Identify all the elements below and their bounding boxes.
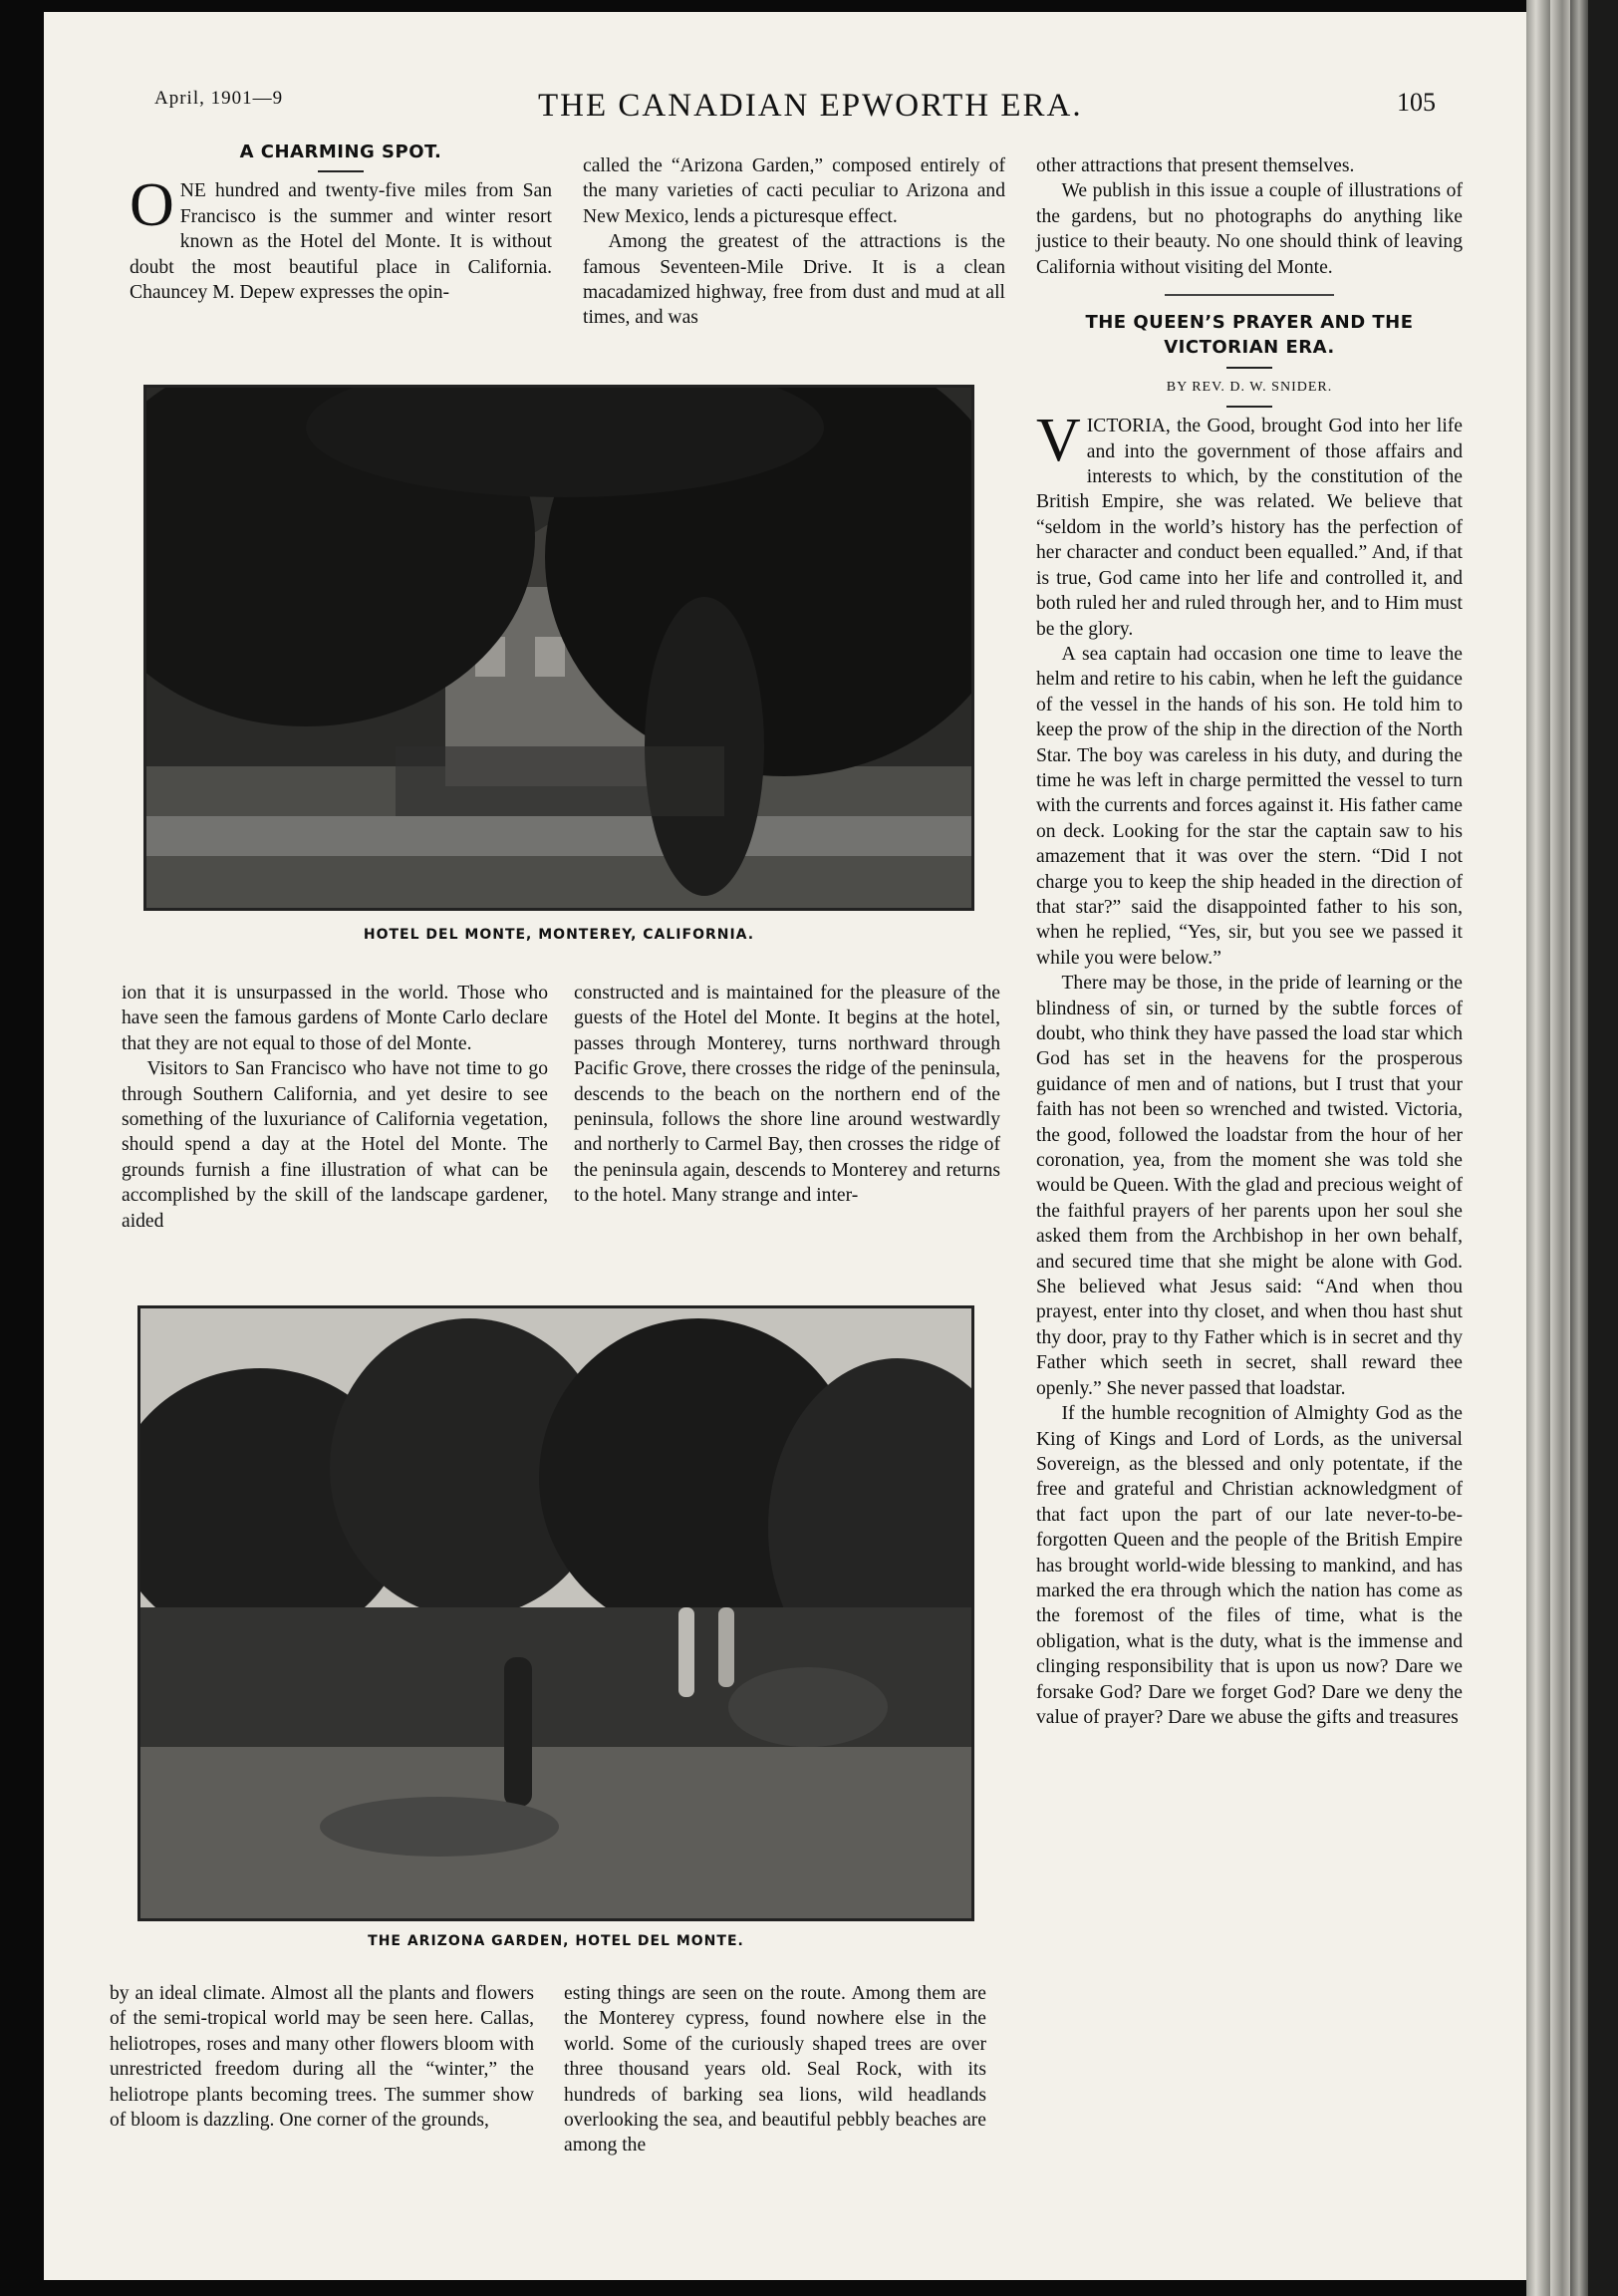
issue-date: April, 1901—9 xyxy=(154,88,284,109)
page-number: 105 xyxy=(1397,88,1436,117)
article1-col2-middle xyxy=(574,981,1000,1209)
article1-col2-bottom xyxy=(564,1981,986,2158)
hotel-photo-caption: HOTEL DEL MONTE, MONTEREY, CALIFORNIA. xyxy=(363,927,755,943)
dropcap: V xyxy=(1036,407,1081,475)
article1-paragraph-1 xyxy=(130,171,552,305)
paragraph-text: NE hundred and twenty-five miles from San Francisco is the summer and winter resort known as the Hotel del Monte. It is without doubt the most beautiful place in California. Chauncey M. Depew expresses the opin- xyxy=(130,180,552,304)
article2-paragraph-4: If the humble recognition of Almighty God as the King of Kings and Lord of Lords, as the universal Sovereign, as the blessed and only potentate, if the free and grateful and Christian acknowledgment of that fact upon the part of our late never-to-be-forgotten Queen and the people of the British Empire has brought world-wide blessing to mankind, and has marked the era through which the nation has come as the foremost of the files of time, what is the obligation, what is the duty, what is the immense and clinging responsibility that is upon us now? Dare we forsake God? Dare we forget God? Dare we deny the value of prayer? Dare we abuse the gifts and treasures xyxy=(1036,1403,1463,1728)
article1-paragraph-2-cont: by an ideal climate. Almost all the plants and flowers of the semi-tropical world may be seen here. Callas, heliotropes, roses and many other flowers bloom with unrestricted freedom during all the “winter,” the heliotrope plants becoming trees. The summer show of bloom is dazzling. One corner of the grounds, xyxy=(110,1983,534,2132)
article2-column xyxy=(1036,153,1463,1730)
paragraph-text: ICTORIA, the Good, brought God into her life and into the government of those affairs and interests to which, by the constitution of the British Empire, she was related. We believe that “seldom in the world’s history has the perfection of her character and conduct been equalled.” And, if that is true, God came into her life and controlled it, and both ruled her and ruled through her, and to Him must be the glory. xyxy=(1036,416,1463,640)
page-edge xyxy=(1570,0,1588,2296)
hotel-photo-image xyxy=(146,388,971,908)
article2-paragraph-1 xyxy=(1036,407,1463,642)
article1-col1-top xyxy=(130,140,552,305)
section-divider xyxy=(1165,294,1334,296)
hotel-photo xyxy=(143,385,974,911)
title-rule xyxy=(1226,367,1272,369)
article2-paragraph-3: There may be those, in the pride of learning or the blindness of sin, or turned by the subtle forces of doubt, who think they have passed the load star which God has set in the heavens for the prosperous guidance of men and of nations, but I trust that your faith has not been so wrenched and twisted. Victoria, the good, followed the loadstar from the hour of her coronation, yea, from the moment she was told she would be Queen. With the glad and precious weight of the faithful prayers of her parents upon her soul she asked them from the Archbishop in her own behalf, and secured time that she might be alone with God. She believed what Jesus said: “And when thou prayest, enter into thy closet, and when thou hast shut thy door, pray to thy Father which is in secret and thy Father which seeth in secret, shall reward thee openly.” She never passed that loadstar. xyxy=(1036,973,1463,1399)
arizona-garden-caption: THE ARIZONA GARDEN, HOTEL DEL MONTE. xyxy=(368,1933,744,1949)
page-edge xyxy=(1526,0,1550,2296)
title-rule xyxy=(318,170,364,172)
article1-col2-mid-text: constructed and is maintained for the pleasure of the guests of the Hotel del Monte. It begins at the hotel, passes through Monterey, turns northward through Pacific Grove, there crosses the ridge of the peninsula, descends to the beach on the northern end of the peninsula, follows the shore line around westwardly and northerly to Carmel Bay, then crosses the ridge of the peninsula again, descends to Monterey and returns to the hotel. Many strange and inter- xyxy=(574,983,1000,1207)
article1-col2-text: called the “Arizona Garden,” composed entirely of the many varieties of cacti peculiar to Arizona and New Mexico, lends a picturesque effect. xyxy=(583,155,1005,227)
page-edge xyxy=(1550,0,1570,2296)
article1-col3-text: other attractions that present themselves. xyxy=(1036,155,1355,176)
article2-paragraph-2: A sea captain had occasion one time to leave the helm and retire to his cabin, when he left the guidance of the vessel in the hands of his son. He told him to keep the prow of the ship in the direction of the North Star. The boy was careless in his duty, and during the time he was left in charge permitted the vessel to turn with the currents and forces against it. His father came on deck. Looking for the star the captain saw to his amazement that it was over the stern. “Did I not charge you to keep the ship headed in the direction of that star?” said the disappointed father to his son, when he replied, “Yes, sir, but you see we passed it while you were below.” xyxy=(1036,643,1463,969)
article1-title: A CHARMING SPOT. xyxy=(239,142,442,162)
article1-closing-paragraph: We publish in this issue a couple of illustrations of the gardens, but no photographs do anything like justice to their beauty. No one should think of leaving California without visiting del Monte. xyxy=(1036,180,1463,278)
magazine-title: THE CANADIAN EPWORTH ERA. xyxy=(538,88,1083,124)
arizona-garden-photo xyxy=(137,1305,974,1921)
page-edge xyxy=(1588,0,1618,2296)
article1-col1-middle xyxy=(122,981,548,1234)
article1-paragraph-2: Visitors to San Francisco who have not time to go through Southern California, and yet desire to see something of the luxuriance of California vegetation, should spend a day at the Hotel del Monte. The grounds furnish a fine illustration of what can be accomplished by the skill of the landscape gardener, aided xyxy=(122,1058,548,1232)
title-rule xyxy=(1226,406,1272,408)
arizona-garden-image xyxy=(140,1308,971,1918)
article2-title-line2: VICTORIAN ERA. xyxy=(1164,337,1335,359)
article1-col2-paragraph: Among the greatest of the attractions is the famous Seventeen-Mile Drive. It is a clean macadamized highway, free from dust and mud at all times, and was xyxy=(583,231,1005,329)
article2-title-line1: THE QUEEN’S PRAYER AND THE xyxy=(1085,312,1414,334)
article2-byline: BY REV. D. W. SNIDER. xyxy=(1166,379,1333,395)
article1-paragraph-1-cont: ion that it is unsurpassed in the world. Those who have seen the famous gardens of Monte Carlo declare that they are not equal to those of del Monte. xyxy=(122,983,548,1054)
article1-col2-bottom-text: esting things are seen on the route. Among them are the Monterey cypress, found nowhere else in the world. Some of the curiously shaped trees are over three thousand years old. Seal Rock, with its hundreds of barking sea lions, wild headlands overlooking the sea, and beautiful pebbly beaches are among the xyxy=(564,1983,986,2156)
article1-col1-bottom xyxy=(110,1981,534,2133)
dropcap: O xyxy=(130,171,174,240)
article1-col2-top xyxy=(583,153,1005,331)
